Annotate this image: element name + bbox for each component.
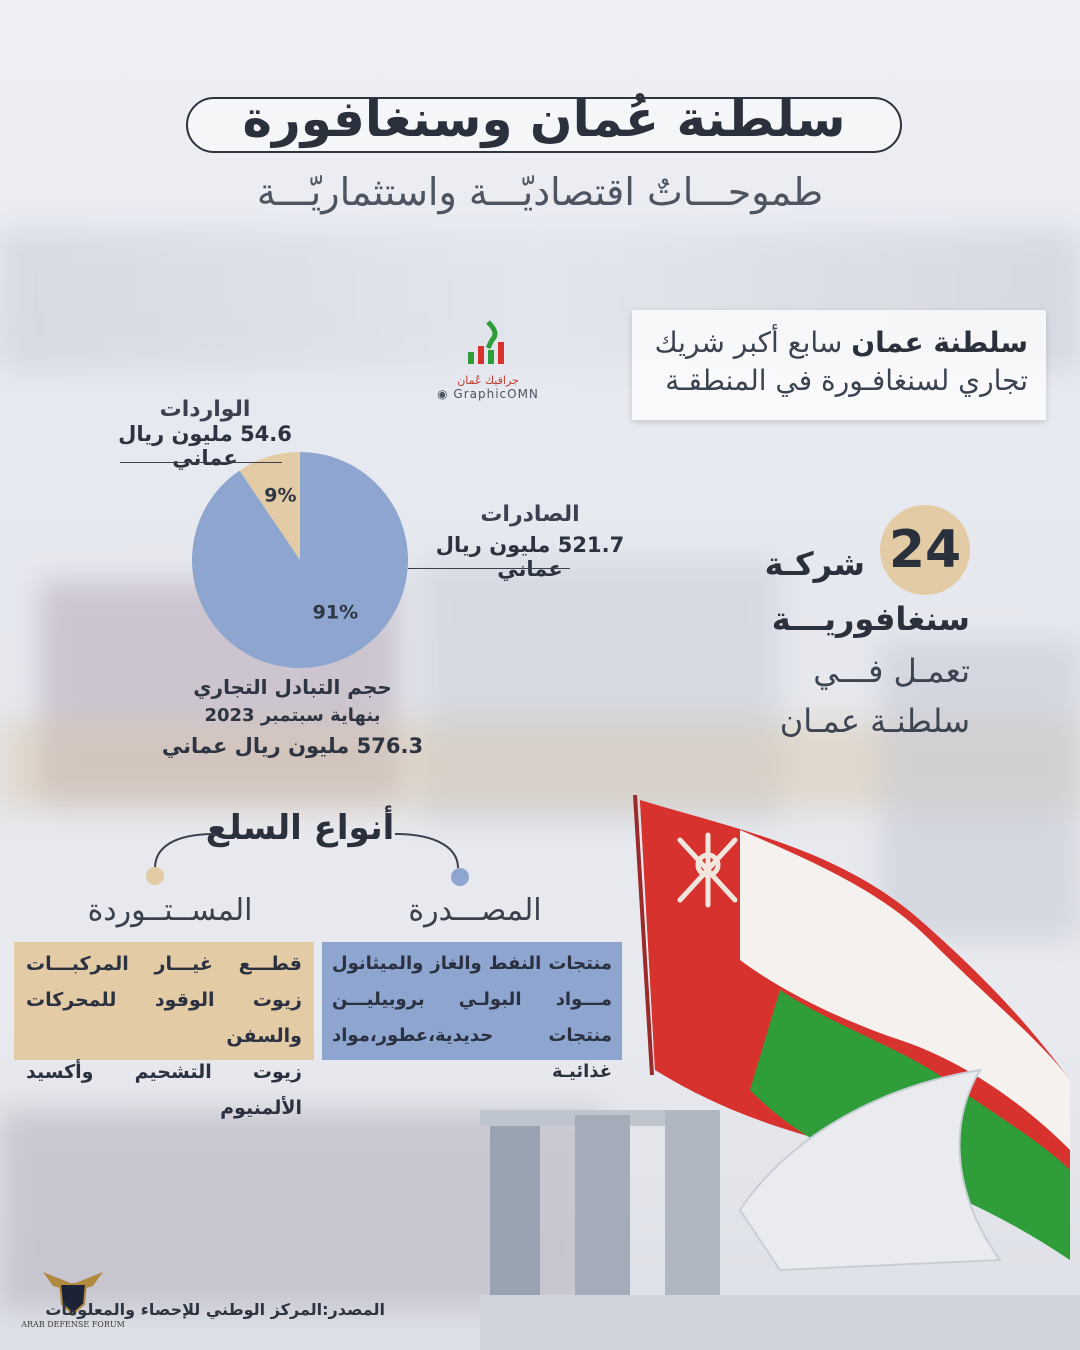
pie-slice-exports [192,452,408,668]
volume-period: بنهاية سبتمبر 2023 [204,705,381,726]
partner-line1: سابع أكبر شريك [654,326,852,359]
logo-handle: ◉ GraphicOMN [437,387,539,401]
exports-goods-title: المصـــدرة [408,893,542,928]
partner-line2: تجاري لسنغافـورة في المنطقـة [665,363,1028,397]
graph-logo-icon [458,318,518,370]
exports-item: منتجات النفط والغاز والميثانول [332,953,612,974]
exports-value: 521.7 مليون ريال عماني [435,533,625,581]
companies-word: شركـة [764,545,865,583]
trade-volume-block [150,675,435,758]
forum-name: ARAB DEFENSE FORUM [21,1320,125,1329]
page-subtitle: طموحـــاتٌ اقتصاديّـــة واستثماريّـــة [256,170,824,214]
imports-label [90,397,320,470]
page-title: سلطنة عُمان وسنغافورة [242,90,846,148]
imports-title: الواردات [159,397,251,422]
goods-title: أنواع السلع [205,808,395,848]
volume-total: 576.3 مليون ريال عماني [161,734,424,758]
graphic-oman-logo [428,318,548,402]
imports-item: قطـــع غيـــار المركبـــات [26,953,302,975]
logo-name: جرافيك عُمان [457,374,519,387]
companies-count-badge: 24 [880,505,970,595]
imports-goods-box [14,942,314,1119]
exports-leader-line [408,568,570,569]
exports-dot-icon [451,868,469,886]
exports-goods-box [322,942,622,1082]
pie-label-imports: 9% [264,484,297,507]
imports-value: 54.6 مليون ريال عماني [118,422,292,470]
imports-item: زيوت التشحيم وأكسيد الألمنيوم [26,1061,302,1119]
companies-line4: سلطنـة عمـان [779,702,970,740]
companies-line2: سنغافوريـــة [771,600,970,638]
imports-goods-title: المســتــوردة [87,893,253,928]
exports-item: مـــواد البولـي بروبيليـــن [332,989,612,1010]
goods-connector [140,820,480,890]
title-banner [186,90,902,153]
partner-info-box [632,310,1046,420]
trade-pie-chart [185,445,415,675]
exports-title: الصادرات [480,502,580,527]
pie-label-exports: 91% [312,601,359,624]
exports-item: منتجات حديدية،عطور،مواد غذائيـة [332,1025,612,1082]
volume-title: حجم التبادل التجاري [193,675,392,699]
imports-item: زيوت الوقود للمحركات والسفن [26,989,302,1047]
partner-bold: سلطنة عمان [851,326,1028,359]
imports-dot-icon [146,867,164,885]
companies-line3: تعمـل فـــي [813,652,970,690]
source-note: المصدر:المركز الوطني للإحصاء والمعلومات [45,1300,385,1319]
imports-leader-line [120,462,282,463]
